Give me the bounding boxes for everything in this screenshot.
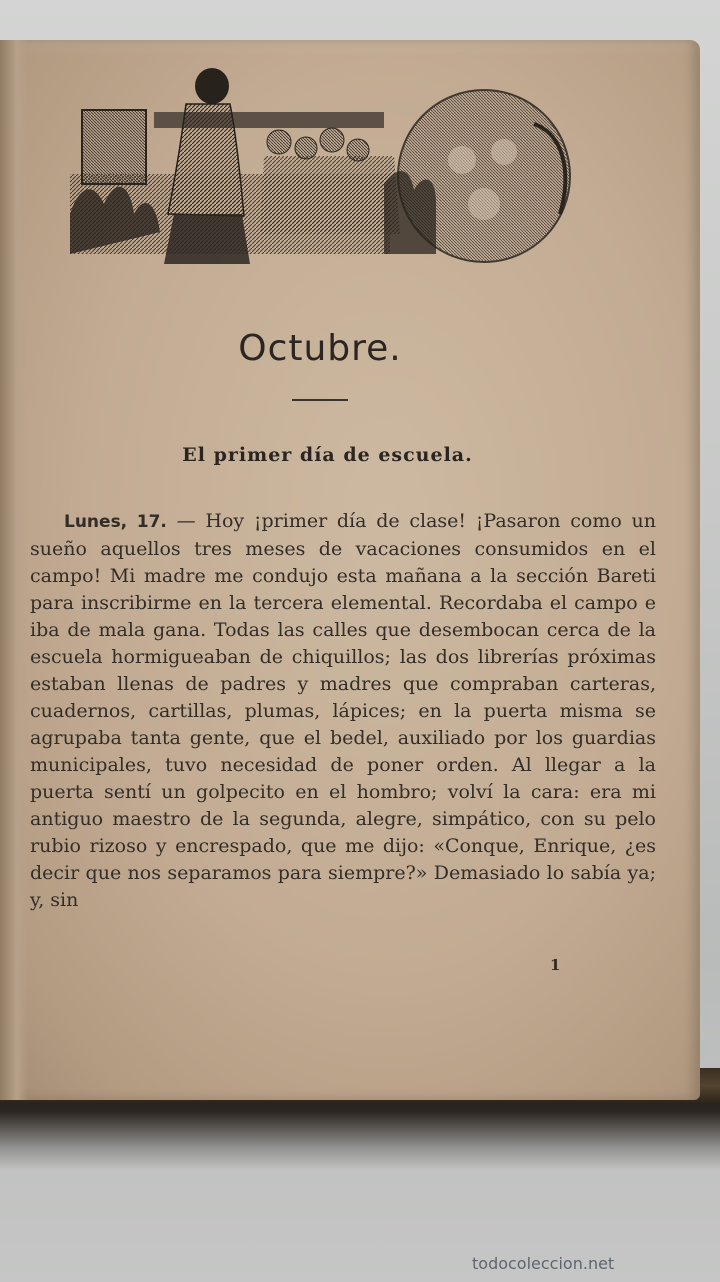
title-divider — [292, 399, 348, 401]
paragraph-text: — Hoy ¡primer día de clase! ¡Pasaron como un sueño aquellos tres meses de vacaciones consumidos en el campo! Mi madre me condujo esta mañana a la sección Bareti para inscribirme en la tercera elemental. Recordaba el campo e iba de mala gana. Todas las calles que desembocan cerca de la escuela hormigueaban de chiquillos; las dos librerías próximas estaban llenas de padres y madres que compraban carteras, cuadernos, cartillas, plumas, lápices; en la puerta misma se agrupaba tanta gente, que el bedel, auxiliado por los guardias municipales, tuvo necesidad de poner orden. Al llegar a la puerta sentí un golpecito en el hombro; volví la cara: era mi antiguo maestro de la segunda, alegre, simpático, con su pelo rubio rizoso y encrespado, que me dijo: «Conque, Enrique, ¿es decir que nos separamos para siempre?» Demasiado lo sabía ya; y, sin — [30, 510, 656, 911]
school-scene-engraving-icon — [64, 64, 578, 278]
watermark: todocoleccion.net — [472, 1254, 615, 1273]
body-paragraph — [30, 508, 656, 914]
section-title: El primer día de escuela. — [182, 444, 473, 466]
chapter-title: Octubre. — [238, 328, 402, 369]
page-number: 1 — [550, 956, 561, 974]
page-gutter — [0, 40, 28, 1100]
paragraph-date-lead: Lunes, 17. — [64, 512, 167, 532]
